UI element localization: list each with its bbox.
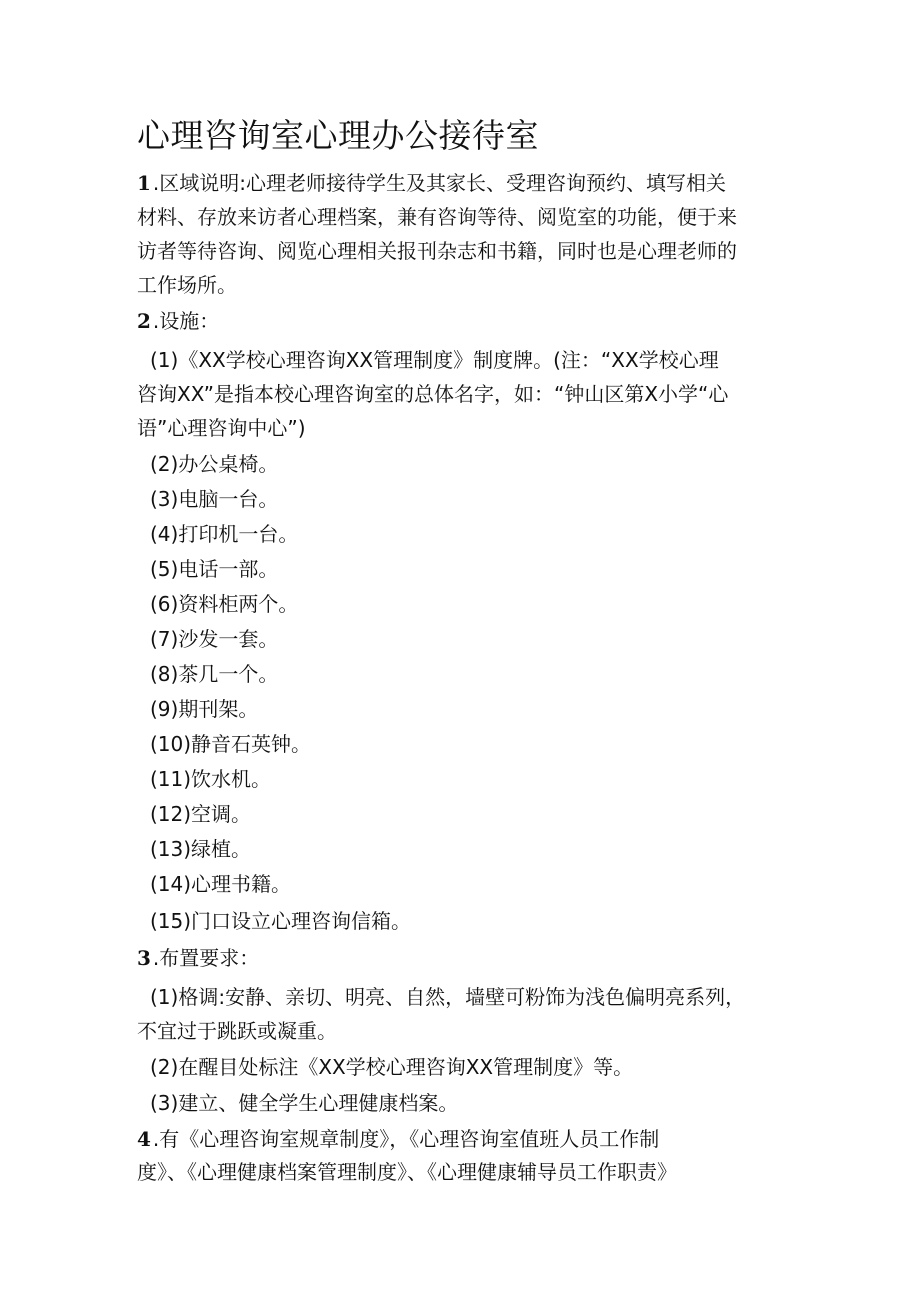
facility-item: (9)期刊架。: [150, 697, 259, 721]
section-2-heading: [137, 306, 219, 336]
facility-item: (15)门口设立心理咨询信箱。: [150, 909, 412, 933]
facility-item: (14)心理书籍。: [150, 872, 292, 896]
facility-item: (10)静音石英钟。: [150, 732, 312, 756]
facility-item-1-line-1: (1)《XX学校心理咨询XX管理制度》制度牌。(注：“XX学校心理: [150, 348, 719, 372]
section-number: 3: [137, 946, 151, 970]
section-1-line-2: 材料、存放来访者心理档案，兼有咨询等待、阅览室的功能，便于来: [137, 205, 737, 229]
section-text: .区域说明:心理老师接待学生及其家长、受理咨询预约、填写相关: [152, 171, 727, 195]
facility-item: (11)饮水机。: [150, 767, 272, 791]
section-number: 4: [137, 1127, 151, 1151]
layout-requirement-3: (3)建立、健全学生心理健康档案。: [150, 1091, 459, 1115]
facility-item: (4)打印机一台。: [150, 522, 299, 546]
facility-item: (12)空调。: [150, 802, 252, 826]
facility-item: (2)办公桌椅。: [150, 452, 279, 476]
section-text: .有《心理咨询室规章制度》，《心理咨询室值班人员工作制: [152, 1127, 660, 1151]
facility-item: (5)电话一部。: [150, 557, 279, 581]
section-1-line-3: 访者等待咨询、阅览心理相关报刊杂志和书籍，同时也是心理老师的: [137, 239, 737, 263]
section-number: 2: [137, 309, 151, 333]
facility-item: (8)茶几一个。: [150, 662, 279, 686]
facility-item: (3)电脑一台。: [150, 487, 279, 511]
section-text: .布置要求：: [152, 946, 260, 970]
section-text: .设施：: [152, 309, 220, 333]
facility-item-1-line-2: 咨询XX”是指本校心理咨询室的总体名字，如：“钟山区第X小学“心: [137, 382, 729, 406]
section-3-heading: [137, 943, 259, 973]
layout-requirement-1-line-2: 不宜过于跳跃或凝重。: [137, 1019, 337, 1043]
section-number: 1: [137, 171, 151, 195]
document-title: 心理咨询室心理办公接待室: [137, 116, 539, 155]
section-4-line-1: [137, 1124, 659, 1154]
section-4-line-2: 度》、《心理健康档案管理制度》、《心理健康辅导员工作职责》: [137, 1160, 677, 1184]
facility-item: (7)沙发一套。: [150, 627, 279, 651]
section-1-line-1: [137, 168, 726, 198]
facility-item: (13)绿植。: [150, 837, 252, 861]
layout-requirement-1-line-1: (1)格调:安静、亲切、明亮、自然，墙壁可粉饰为浅色偏明亮系列，: [150, 985, 746, 1009]
layout-requirement-2: (2)在醒目处标注《XX学校心理咨询XX管理制度》等。: [150, 1055, 634, 1079]
facility-item-1-line-3: 语”心理咨询中心”): [137, 416, 306, 440]
facility-item: (6)资料柜两个。: [150, 592, 299, 616]
section-1-line-4: 工作场所。: [137, 273, 237, 297]
